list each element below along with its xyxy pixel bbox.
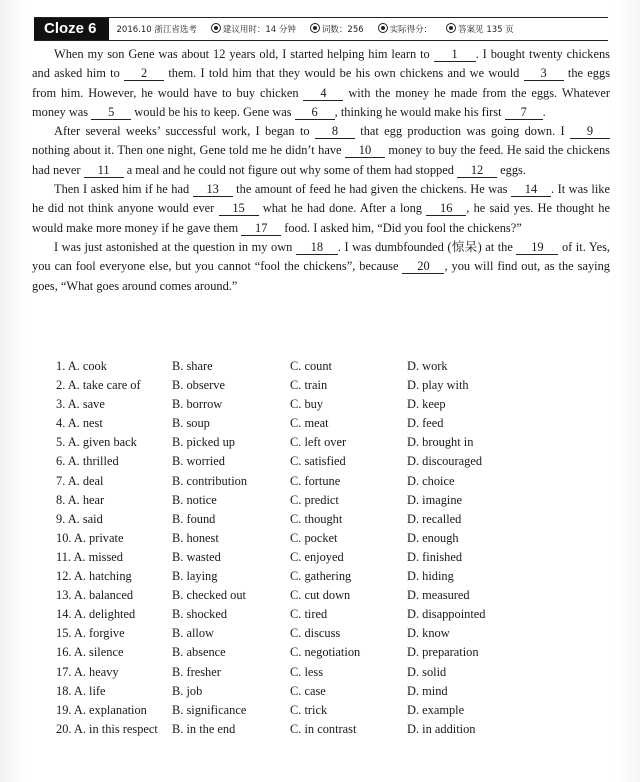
option-d[interactable]: D. disappointed — [407, 607, 486, 622]
answer-blank[interactable]: 12 — [457, 163, 497, 178]
section-header — [34, 17, 608, 41]
option-b[interactable]: B. shocked — [172, 607, 228, 622]
section-info — [117, 23, 514, 35]
score-label: 实际得分： — [389, 25, 433, 35]
passage-paragraph — [32, 238, 610, 296]
option-a[interactable]: 15. A. forgive — [56, 626, 125, 641]
answer-icon — [446, 23, 456, 33]
answer-ref-label: 答案见 135 页 — [458, 25, 514, 35]
score-info — [378, 23, 433, 35]
answer-blank[interactable]: 6 — [295, 105, 335, 120]
option-a[interactable]: 4. A. nest — [56, 416, 103, 431]
option-b[interactable]: B. checked out — [172, 588, 246, 603]
passage-text: . — [542, 104, 546, 119]
passage-paragraph — [32, 122, 610, 180]
option-row — [56, 684, 616, 703]
option-d[interactable]: D. know — [407, 626, 450, 641]
option-b[interactable]: B. contribution — [172, 473, 248, 488]
answer-blank[interactable]: 8 — [315, 124, 355, 139]
passage-text: nothing about it. Then one night, Gene told me he didn’t have — [32, 143, 345, 158]
option-row — [56, 435, 616, 454]
option-b[interactable]: B. absence — [172, 645, 226, 660]
option-a[interactable]: 1. A. cook — [56, 359, 107, 373]
option-d[interactable]: D. keep — [407, 397, 446, 412]
option-b[interactable]: B. significance — [172, 702, 247, 717]
option-row — [56, 493, 616, 512]
answer-blank[interactable]: 4 — [303, 86, 343, 101]
answer-blank[interactable]: 10 — [345, 143, 385, 158]
option-a[interactable]: 17. A. heavy — [56, 664, 119, 679]
passage-text: money to buy the feed. He said the chickens had never — [32, 143, 610, 177]
option-row — [56, 454, 616, 473]
option-a[interactable]: 2. A. take care of — [56, 378, 141, 393]
option-c[interactable]: C. tired — [290, 607, 328, 622]
answer-blank[interactable]: 5 — [91, 105, 131, 120]
passage-text: would be his to keep. Gene was — [131, 104, 295, 119]
option-c[interactable]: C. buy — [290, 397, 324, 412]
option-row — [56, 378, 616, 397]
answer-blank[interactable]: 20 — [402, 259, 444, 274]
answer-blank[interactable]: 17 — [241, 221, 281, 236]
option-c[interactable]: C. cut down — [290, 588, 351, 603]
option-d[interactable]: D. measured — [407, 588, 470, 603]
option-a[interactable]: 3. A. save — [56, 397, 105, 412]
option-d[interactable]: D. recalled — [407, 511, 462, 526]
option-c[interactable]: C. negotiation — [290, 645, 361, 660]
passage-text: food. I asked him, “Did you fool the chickens?” — [281, 220, 522, 235]
passage-text: the eggs from him. However, he would have to buy chicken — [32, 66, 611, 100]
option-a[interactable]: 8. A. hear — [56, 492, 105, 507]
option-row — [56, 474, 616, 493]
option-a[interactable]: 19. A. explanation — [56, 702, 147, 717]
passage-text: I was just astonished at the question in my own — [54, 239, 296, 254]
option-row — [56, 531, 616, 550]
option-row — [56, 703, 616, 722]
option-row — [56, 397, 616, 416]
option-c[interactable]: C. count — [290, 359, 332, 373]
option-b[interactable]: B. picked up — [172, 435, 235, 450]
option-b[interactable]: B. honest — [172, 530, 219, 545]
word-count-info — [310, 23, 364, 35]
option-c[interactable]: C. gathering — [290, 569, 352, 584]
option-a[interactable]: 11. A. missed — [56, 549, 124, 564]
option-d[interactable]: D. work — [407, 359, 448, 373]
answer-blank[interactable]: 15 — [219, 201, 259, 216]
option-a[interactable]: 13. A. balanced — [56, 588, 134, 603]
option-b[interactable]: B. share — [172, 359, 213, 373]
passage-text: , thinking he would make his first — [334, 104, 505, 119]
option-d[interactable]: D. play with — [407, 378, 469, 393]
option-a[interactable]: 9. A. said — [56, 511, 103, 526]
passage-text: , he said yes. He thought he would make more money if he gave them — [32, 201, 610, 235]
option-b[interactable]: B. job — [172, 683, 203, 698]
passage-text: . I bought twenty chickens and asked him to — [32, 47, 611, 81]
option-c[interactable]: C. predict — [290, 492, 339, 507]
options-list — [56, 359, 616, 741]
option-a[interactable]: 5. A. given back — [56, 435, 137, 450]
option-b[interactable]: B. wasted — [172, 549, 221, 564]
option-c[interactable]: C. less — [290, 664, 324, 679]
option-c[interactable]: C. train — [290, 378, 328, 393]
answer-blank[interactable]: 2 — [124, 66, 164, 81]
option-d[interactable]: D. enough — [407, 530, 459, 545]
passage-paragraph — [32, 180, 610, 238]
answer-blank[interactable]: 3 — [524, 66, 564, 81]
passage-text: . It was like he did not think anyone would ever — [32, 182, 610, 216]
option-d[interactable]: D. hiding — [407, 569, 454, 584]
passage-text: them. I told him that they would be his own chickens and we would — [164, 66, 524, 81]
answer-blank[interactable]: 9 — [570, 124, 610, 139]
passage-paragraph — [32, 45, 610, 122]
option-b[interactable]: B. soup — [172, 416, 210, 431]
option-a[interactable]: 10. A. private — [56, 530, 124, 545]
section-badge: Cloze 6 — [34, 18, 109, 40]
option-c[interactable]: C. case — [290, 683, 326, 698]
cloze-passage — [32, 45, 610, 296]
option-b[interactable]: B. worried — [172, 454, 225, 469]
answer-blank[interactable]: 16 — [426, 201, 466, 216]
option-row — [56, 416, 616, 435]
option-row — [56, 569, 616, 588]
option-row — [56, 607, 616, 626]
option-c[interactable]: C. trick — [290, 702, 328, 717]
option-c[interactable]: C. meat — [290, 416, 329, 431]
answer-blank[interactable]: 1 — [434, 47, 476, 62]
passage-text: After several weeks’ successful work, I began to — [54, 124, 315, 139]
option-row — [56, 550, 616, 569]
word-count-icon — [310, 23, 320, 33]
option-b[interactable]: B. borrow — [172, 397, 223, 412]
answer-blank[interactable]: 14 — [511, 182, 551, 197]
answer-blank[interactable]: 7 — [505, 105, 543, 120]
option-row — [56, 359, 616, 378]
option-a[interactable]: 7. A. deal — [56, 473, 104, 488]
passage-text: with the money he made from the eggs. Whatever money was — [32, 85, 610, 119]
option-row — [56, 722, 616, 741]
option-c[interactable]: C. fortune — [290, 473, 341, 488]
option-d[interactable]: D. mind — [407, 683, 448, 698]
option-c[interactable]: C. pocket — [290, 530, 338, 545]
answer-blank[interactable]: 11 — [84, 163, 124, 178]
passage-text: the amount of feed he had given the chickens. He was — [232, 182, 511, 197]
option-b[interactable]: B. found — [172, 511, 216, 526]
option-c[interactable]: C. enjoyed — [290, 549, 344, 564]
option-c[interactable]: C. discuss — [290, 626, 341, 641]
passage-text: Then I asked him if he had — [54, 182, 193, 197]
option-row — [56, 645, 616, 664]
passage-text: eggs. — [497, 162, 526, 177]
option-b[interactable]: B. in the end — [172, 721, 236, 736]
option-d[interactable]: D. choice — [407, 473, 455, 488]
option-a[interactable]: 18. A. life — [56, 683, 106, 698]
option-d[interactable]: D. discouraged — [407, 454, 483, 469]
passage-text: of it. Yes, you can fool everyone else, but you cannot “fool the chickens”, because — [32, 239, 610, 274]
answer-blank[interactable]: 13 — [193, 182, 233, 197]
option-c[interactable]: C. satisfied — [290, 454, 346, 469]
passage-text: what he had done. After a long — [258, 201, 427, 216]
option-a[interactable]: 6. A. thrilled — [56, 454, 119, 469]
passage-text: that egg production was going down. I — [354, 124, 571, 139]
time-info — [211, 23, 296, 35]
option-row — [56, 626, 616, 645]
option-b[interactable]: B. fresher — [172, 664, 221, 679]
option-d[interactable]: D. brought in — [407, 435, 474, 450]
option-c[interactable]: C. in contrast — [290, 721, 357, 736]
option-b[interactable]: B. observe — [172, 378, 225, 393]
option-d[interactable]: D. feed — [407, 416, 444, 431]
option-d[interactable]: D. preparation — [407, 645, 479, 660]
answer-blank[interactable]: 18 — [296, 240, 338, 255]
clock-icon — [211, 23, 221, 33]
score-icon — [378, 23, 388, 33]
option-row — [56, 512, 616, 531]
option-b[interactable]: B. notice — [172, 492, 217, 507]
option-a[interactable]: 14. A. delighted — [56, 607, 136, 622]
passage-text: . I was dumbfounded (惊呆) at the — [337, 239, 517, 254]
time-label: 建议用时：14 分钟 — [222, 25, 296, 35]
option-c[interactable]: C. left over — [290, 435, 347, 450]
option-b[interactable]: B. allow — [172, 626, 214, 641]
option-d[interactable]: D. solid — [407, 664, 447, 679]
option-d[interactable]: D. example — [407, 702, 465, 717]
option-d[interactable]: D. in addition — [407, 721, 476, 736]
passage-text: , you will find out, as the saying goes, “What goes around comes around.” — [32, 259, 610, 293]
answer-blank[interactable]: 19 — [516, 240, 558, 255]
answer-ref-info — [446, 23, 514, 35]
option-a[interactable]: 12. A. hatching — [56, 569, 132, 584]
passage-text: When my son Gene was about 12 years old, I started helping him learn to — [54, 47, 434, 61]
option-b[interactable]: B. laying — [172, 569, 218, 584]
passage-text: a meal and he could not figure out why some of them had stopped — [123, 162, 458, 177]
option-d[interactable]: D. finished — [407, 549, 463, 564]
option-row — [56, 665, 616, 684]
option-row — [56, 588, 616, 607]
option-a[interactable]: 20. A. in this respect — [56, 721, 158, 736]
option-d[interactable]: D. imagine — [407, 492, 463, 507]
source-label: 2016.10 浙江省选考 — [116, 25, 197, 35]
option-c[interactable]: C. thought — [290, 511, 343, 526]
option-a[interactable]: 16. A. silence — [56, 645, 124, 660]
word-count-label: 词数：256 — [321, 25, 364, 35]
